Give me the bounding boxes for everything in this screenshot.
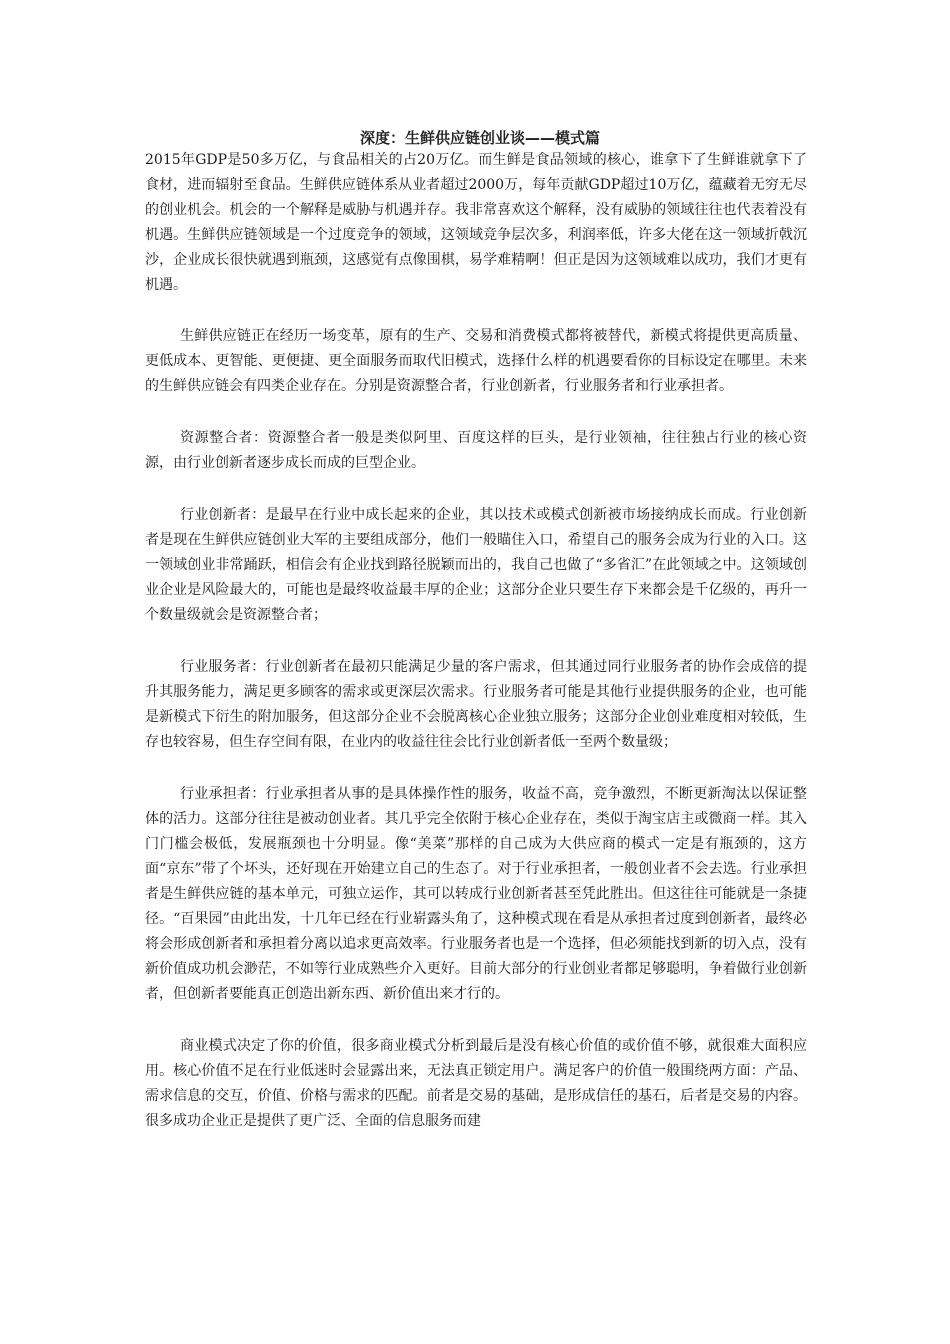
paragraph-spacer — [145, 628, 807, 655]
paragraph-spacer — [145, 1007, 807, 1034]
paragraph-resource-integrator: 资源整合者：资源整合者一般是类似阿里、百度这样的巨头，是行业领袖，往往独占行业的核心资源，由行业创新者逐步成长而成的巨型企业。 — [145, 430, 807, 471]
paragraph-industry-innovator: 行业创新者：是最早在行业中成长起来的企业，其以技术或模式创新被市场接纳成长而成。行业创新者是现在生鲜供应链创业大军的主要组成部分，他们一般瞄住入口，希望自己的服务会成为行业的入口。这一领域创业非常踊跃，相信会有企业找到路径脱颖而出的，我自己也做了“多省汇”在此领域之中。这领域创业企业是风险最大的，可能也是最终收益最丰厚的企业；这部分企业只要生存下来都会是千亿级的，再升一个数量级就会是资源整合者； — [145, 507, 807, 623]
paragraph-spacer — [145, 755, 807, 782]
paragraph-transformation: 生鲜供应链正在经历一场变革，原有的生产、交易和消费模式都将被替代，新模式将提供更高质量、更低成本、更智能、更便捷、更全面服务而取代旧模式，选择什么样的机遇要看你的目标设定在哪里。未来的生鲜供应链会有四类企业存在。分别是资源整合者，行业创新者，行业服务者和行业承担者。 — [145, 328, 807, 394]
paragraph-spacer — [145, 399, 807, 426]
paragraph-industry-service-provider: 行业服务者：行业创新者在最初只能满足少量的客户需求，但其通过同行业服务者的协作会成倍的提升其服务能力，满足更多顾客的需求或更深层次需求。行业服务者可能是其他行业提供服务的企业，也可能是新模式下衍生的附加服务，但这部分企业不会脱离核心企业独立服务；这部分企业创业难度相对较低，生存也较容易，但生存空间有限，在业内的收益往往会比行业创新者低一至两个数量级； — [145, 659, 807, 750]
paragraph-spacer — [145, 298, 807, 324]
paragraph-industry-bearer: 行业承担者：行业承担者从事的是具体操作性的服务，收益不高，竞争激烈，不断更新淘汰以保证整体的活力。这部分往往是被动创业者。其几乎完全依附于核心企业存在，类似于淘宝店主或微商一样。其入门门槛会极低，发展瓶颈也十分明显。像“美菜”那样的自己成为大供应商的模式一定是有瓶颈的，这方面“京东”带了个坏头，还好现在开始建立自己的生态了。对于行业承担者，一般创业者不会去选。行业承担者是生鲜供应链的基本单元，可独立运作，其可以转成行业创新者甚至凭此胜出。但这往往可能就是一条捷径。“百果园”由此出发，十几年已经在行业崭露头角了，这种模式现在看是从承担者过度到创新者，最终必将会形成创新者和承担着分离以追求更高效率。行业服务者也是一个选择，但必须能找到新的切入点，没有新价值成功机会渺茫，不如等行业成熟些介入更好。目前大部分的行业创业者都足够聪明，争着做行业创新者，但创新者要能真正创造出新东西、新价值出来才行的。 — [145, 786, 807, 1002]
paragraph-spacer — [145, 476, 807, 503]
document-body — [145, 128, 807, 1134]
document-title: 深度：生鲜供应链创业谈——模式篇 — [359, 129, 600, 147]
paragraph-intro: 2015年GDP是50多万亿，与食品相关的占20万亿。而生鲜是食品领域的核心，谁拿下了生鲜谁就拿下了食材，进而辐射至食品。生鲜供应链体系从业者超过2000万，每年贡献GDP超过10万亿，蕴藏着无穷无尽的创业机会。机会的一个解释是威胁与机遇并存。我非常喜欢这个解释，没有威胁的领域往往也代表着没有机遇。生鲜供应链领域是一个过度竞争的领域，这领域竞争层次多，利润率低，许多大佬在这一领域折戟沉沙，企业成长很快就遇到瓶颈，这感觉有点像围棋，易学难精啊！但正是因为这领域难以成功，我们才更有机遇。 — [145, 152, 807, 293]
paragraph-business-model: 商业模式决定了你的价值，很多商业模式分析到最后是没有核心价值的或价值不够，就很难大面积应用。核心价值不足在行业低迷时会显露出来，无法真正锁定用户。满足客户的价值一般围绕两方面：产品、需求信息的交互，价值、价格与需求的匹配。前者是交易的基础，是形成信任的基石，后者是交易的内容。很多成功企业正是提供了更广泛、全面的信息服务而建 — [145, 1038, 807, 1129]
